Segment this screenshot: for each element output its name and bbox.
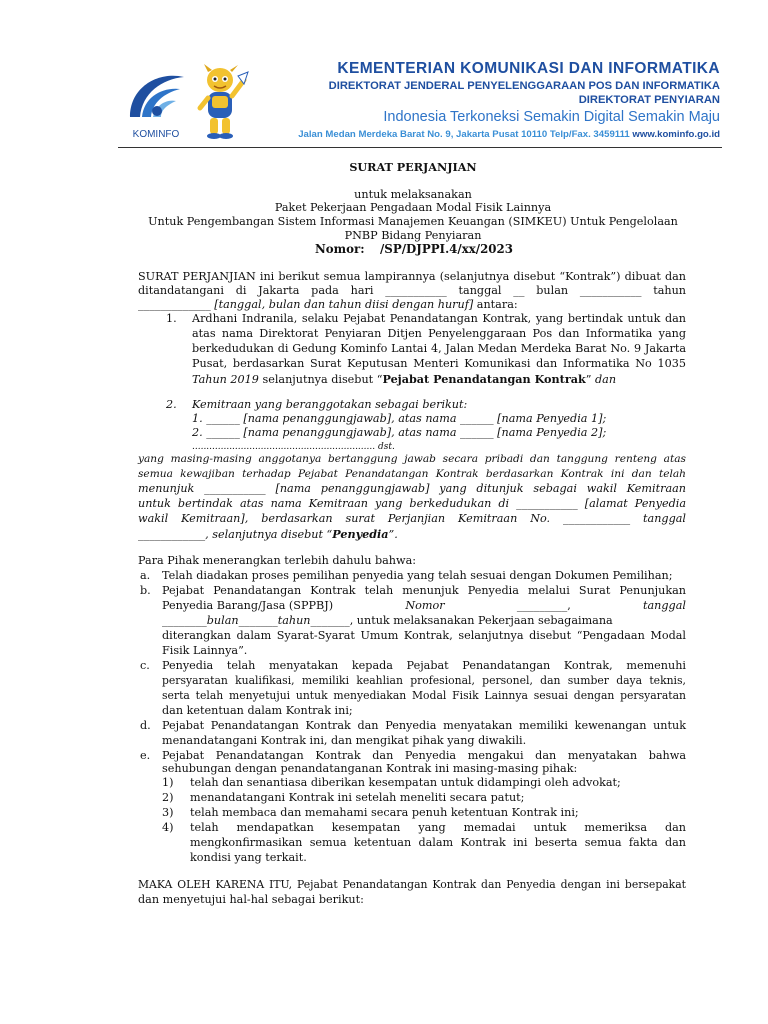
intro-line-1: SURAT PERJANJIAN ini berikut semua lampirannya (selanjutnya disebut “Kontrak”) dibuat dan	[138, 270, 686, 283]
party-2-line-5: yang masing-masing anggotanya bertanggung jawab secara pribadi dan tanggung renteng atas	[138, 453, 686, 465]
sub-item-4-line-1: telah mendapatkan kesempatan yang memadai untuk memeriksa dan	[190, 821, 686, 834]
party-2-etc: ................................................................ dst.	[192, 442, 395, 452]
recital-b-line-1: Pejabat Penandatangan Kontrak telah menunjuk Penyedia melalui Surat Penunjukan	[162, 584, 686, 597]
letterhead-tagline: Indonesia Terkoneksi Semakin Digital Semakin Maju	[383, 109, 720, 125]
closing-line-1: MAKA OLEH KARENA ITU, Pejabat Penandatangan Kontrak dan Penyedia dengan ini bersepakat	[138, 878, 686, 891]
recital-b-tahun: tahun	[277, 614, 311, 627]
party-2-line-9: wakil Kemitraan], berdasarkan surat Perjanjian Kemitraan No. ____________ tanggal	[138, 512, 686, 525]
recital-b-day-blank: ________	[162, 614, 207, 627]
letterhead-address	[298, 129, 720, 140]
sub-item-2: menandatangani Kontrak ini setelah meneliti secara patut;	[190, 791, 525, 804]
title-sub-1: untuk melaksanakan	[354, 188, 472, 201]
nomor-label: Nomor:	[315, 242, 365, 256]
sub-item-2-marker: 2)	[162, 791, 174, 804]
party-2-line-7: menunjuk ___________ [nama penanggungjawab] yang ditunjuk sebagai wakil Kemitraan	[138, 482, 686, 495]
party-2-referred: ____________, selanjutnya disebut “	[138, 528, 333, 541]
recital-c-line-4: dan ketentuan dalam Kontrak ini;	[162, 704, 353, 717]
recital-b-nomor-blank: _________,	[516, 599, 571, 612]
recital-e-marker: e.	[140, 749, 151, 762]
recital-d-marker: d.	[140, 719, 151, 732]
intro-line-2: ditandatangani di Jakarta pada hari ___________ tanggal __ bulan ___________ tahun	[138, 284, 686, 297]
recital-c-marker: c.	[140, 659, 150, 672]
address-text: Jalan Medan Merdeka Barat No. 9, Jakarta Pusat 10110 Telp/Fax. 3459111	[298, 129, 630, 140]
party-1-and: dan	[595, 373, 617, 386]
logo-wordmark: KOMINFO	[132, 129, 180, 140]
recital-d-line-2: menandatangani Kontrak ini, dan mengikat pihak yang diwakili.	[162, 734, 527, 747]
party-1-line-5	[192, 372, 616, 387]
kominfo-logo	[120, 63, 192, 145]
recital-c-line-2: persyaratan kualifikasi, memiliki keahlian profesional, personel, dan sumber daya teknis,	[162, 674, 686, 687]
sub-item-1: telah dan senantiasa diberikan kesempatan untuk didampingi oleh advokat;	[190, 776, 621, 789]
letterhead-ministry: KEMENTERIAN KOMUNIKASI DAN INFORMATIKA	[337, 60, 720, 77]
website-link[interactable]: www.kominfo.go.id	[632, 129, 720, 140]
sub-item-4-line-3: kondisi yang terkait.	[190, 851, 307, 864]
party-1-role: Pejabat Penandatangan Kontrak	[382, 372, 586, 386]
party-1-line-1: Ardhani Indranila, selaku Pejabat Penandatangan Kontrak, yang bertindak untuk dan	[192, 312, 686, 325]
party-2-quote: ”.	[388, 528, 398, 541]
party-2-member-2: 2. ______ [nama penanggungjawab], atas nama ______ [nama Penyedia 2];	[192, 426, 607, 439]
recital-e-line-2: sehubungan dengan penandatanganan Kontrak ini masing-masing pihak:	[162, 762, 578, 775]
recital-c-line-1: Penyedia telah menyatakan kepada Pejabat Penandatangan Kontrak, memenuhi	[162, 659, 686, 672]
intro-blank: _____________	[138, 298, 211, 311]
recital-d-line-1: Pejabat Penandatangan Kontrak dan Penyedia menyatakan memiliki kewenangan untuk	[162, 719, 686, 732]
recital-b-purpose: _______, untuk melaksanakan Pekerjaan sebagaimana	[310, 614, 613, 627]
recital-b-sppbj: Penyedia Barang/Jasa (SPPBJ)	[162, 599, 334, 612]
letterhead-directorate: DIREKTORAT PENYIARAN	[578, 94, 720, 106]
document-title: SURAT PERJANJIAN	[349, 160, 477, 174]
party-1-line-4: Pusat, berdasarkan Surat Keputusan Menteri Komunikasi dan Informatika No 1035	[192, 357, 686, 370]
recital-b-tanggal: tanggal	[643, 599, 686, 612]
closing-line-2: dan menyetujui hal-hal sebagai berikut:	[138, 893, 364, 906]
letterhead-divider	[118, 147, 722, 148]
mascot-illustration	[194, 62, 250, 142]
party-1-referred: selanjutnya disebut “	[258, 373, 383, 386]
recital-b-nomor: Nomor	[405, 599, 445, 612]
letterhead-directorate-general: DIREKTORAT JENDERAL PENYELENGGARAAN POS DAN INFORMATIKA	[328, 80, 720, 92]
intro-date-hint: [tanggal, bulan dan tahun diisi dengan huruf]	[210, 298, 474, 311]
sub-item-3: telah membaca dan memahami secara penuh ketentuan Kontrak ini;	[190, 806, 579, 819]
party-1-quote: ”	[585, 373, 595, 386]
recital-b-line-5: Fisik Lainnya”.	[162, 644, 248, 657]
recital-b-marker: b.	[140, 584, 151, 597]
sub-item-4-marker: 4)	[162, 821, 174, 834]
intro-between: antara:	[473, 298, 518, 311]
recital-c-line-3: serta telah menyetujui untuk menyediakan Modal Fisik Lainnya sesuai dengan persyaratan	[162, 689, 686, 702]
title-sub-3: Untuk Pengembangan Sistem Informasi Manajemen Keuangan (SIMKEU) Untuk Pengelolaan	[148, 215, 678, 228]
recital-e-line-1: Pejabat Penandatangan Kontrak dan Penyedia mengakui dan menyatakan bahwa	[162, 749, 686, 762]
recital-a-marker: a.	[140, 569, 151, 582]
party-1-number: 1.	[166, 312, 177, 325]
recital-b-month-blank: _______	[238, 614, 278, 627]
party-1-line-2: atas nama Direktorat Penyiaran Ditjen Penyelenggaraan Pos dan Informatika yang	[192, 327, 686, 340]
party-2-line-8: untuk bertindak atas nama Kemitraan yang berkedudukan di ___________ [alamat Penyedia	[138, 497, 686, 510]
party-2-number: 2.	[166, 398, 177, 411]
recital-a-line-1: Telah diadakan proses pemilihan penyedia yang telah sesuai dengan Dokumen Pemilihan;	[162, 569, 673, 582]
sub-item-1-marker: 1)	[162, 776, 174, 789]
party-2-line-1: Kemitraan yang beranggotakan sebagai berikut:	[192, 398, 468, 411]
party-2-line-6: semua kewajiban terhadap Pejabat Penandatangan Kontrak berdasarkan Kontrak ini dan telah	[138, 468, 686, 480]
sub-item-4-line-2: mengkonfirmasikan semua ketentuan dalam Kontrak ini beserta semua fakta dan	[190, 836, 686, 849]
party-2-line-10	[138, 527, 398, 542]
party-1-line-3: berkedudukan di Gedung Kominfo Lantai 4, Jalan Medan Merdeka Barat No. 9 Jakarta	[192, 342, 686, 355]
recital-b-line-3	[162, 614, 686, 628]
nomor-value: /SP/DJPPI.4/xx/2023	[380, 242, 513, 256]
title-sub-2: Paket Pekerjaan Pengadaan Modal Fisik Lainnya	[274, 201, 552, 214]
party-2-member-1: 1. ______ [nama penanggungjawab], atas nama ______ [nama Penyedia 1];	[192, 412, 607, 425]
recitals-lead: Para Pihak menerangkan terlebih dahulu bahwa:	[138, 554, 417, 567]
recital-b-line-2	[162, 599, 686, 613]
recital-b-line-4: diterangkan dalam Syarat-Syarat Umum Kontrak, selanjutnya disebut “Pengadaan Modal	[162, 629, 686, 642]
recital-b-bulan: bulan	[206, 614, 239, 627]
party-1-year: Tahun 2019	[192, 373, 259, 386]
intro-line-3	[138, 298, 518, 312]
party-2-role: Penyedia	[332, 527, 389, 541]
title-sub-4: PNBP Bidang Penyiaran	[344, 229, 482, 242]
sub-item-3-marker: 3)	[162, 806, 174, 819]
